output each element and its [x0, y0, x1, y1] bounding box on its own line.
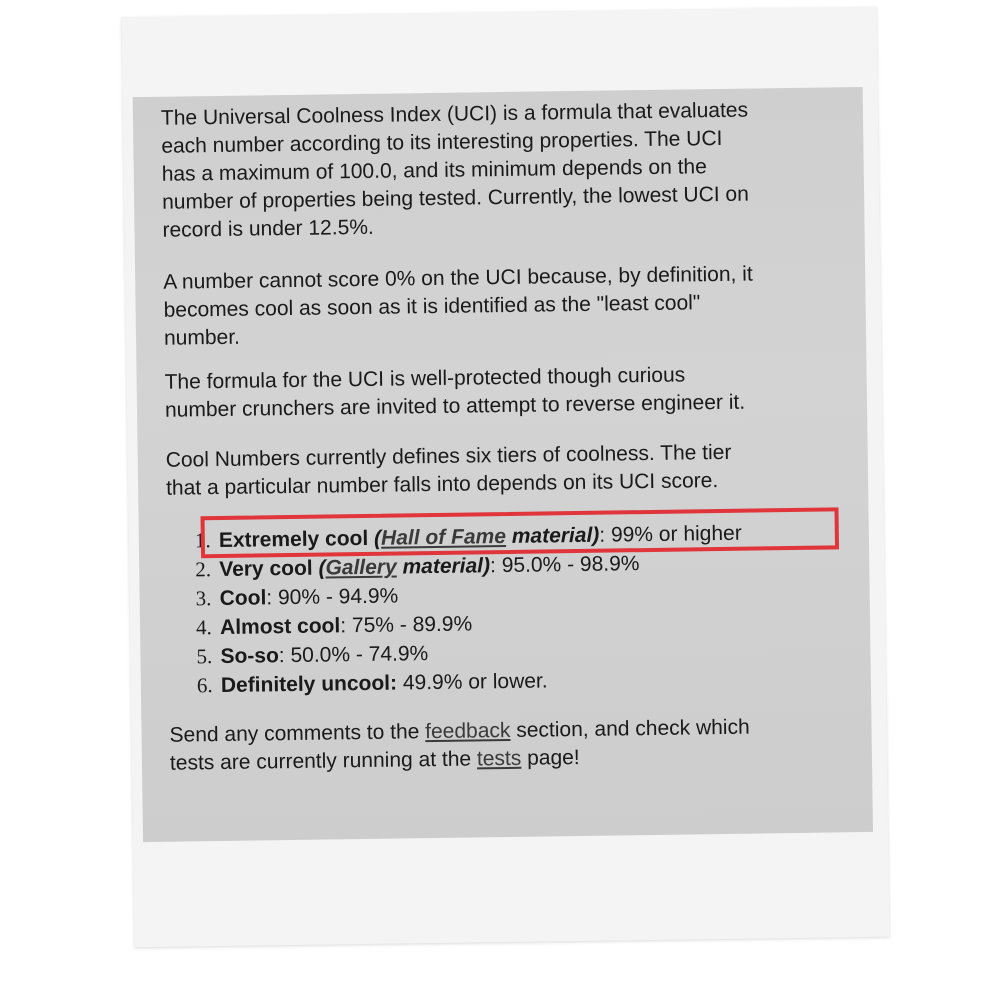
tier-name: Extremely cool [218, 526, 369, 553]
tier-name: So-so [220, 644, 279, 668]
tier-paren-open: ( [368, 526, 382, 550]
tier-number: 1. [194, 528, 211, 553]
tier-name: Almost cool [219, 614, 341, 639]
tier-name: Definitely uncool: [220, 671, 398, 697]
hall-of-fame-link[interactable]: Hall of Fame [380, 525, 507, 550]
tier-colon: : [278, 644, 285, 668]
feedback-link[interactable]: feedback [425, 718, 511, 744]
tier-number: 2. [195, 557, 212, 582]
tier-number: 3. [195, 586, 212, 611]
footer-text-end: page! [521, 745, 580, 770]
tier-item-6 [197, 664, 744, 701]
tier-range: 49.9% or lower. [396, 669, 548, 695]
footer-paragraph [169, 712, 852, 778]
gallery-link[interactable]: Gallery [325, 555, 397, 580]
tier-range: 95.0% - 98.9% [495, 552, 640, 578]
tier-material: material) [505, 523, 600, 548]
tests-link[interactable]: tests [476, 746, 522, 771]
footer-text-start: Send any comments to the [169, 720, 426, 747]
tier-colon: : [489, 554, 497, 578]
tier-list [195, 519, 744, 701]
tier-number: 6. [196, 673, 213, 698]
tier-name: Cool [219, 586, 267, 611]
tier-range: 50.0% - 74.9% [284, 642, 429, 668]
tier-range: 90% - 94.9% [272, 584, 399, 610]
uci-intro-paragraph: The Universal Coolness Index (UCI) is a formula that evaluates each number according to its interesting properties. The UCI has a maximum of 100.0, and its minimum depends on the number of properties being tested. Currently, the lowest UCI on record is under 12.5%. [160, 98, 749, 242]
tier-range: 75% - 89.9% [345, 612, 473, 638]
tier-colon: : [599, 523, 606, 547]
tier-range: 99% or higher [604, 521, 742, 547]
footer-text-middle: section, and check which tests are currently running at the [169, 715, 750, 775]
printed-content [133, 87, 873, 842]
formula-paragraph: The formula for the UCI is well-protected though curious number crunchers are invited to attempt to reverse engineer it. [164, 363, 746, 422]
zero-score-paragraph: A number cannot score 0% on the UCI because, by definition, it becomes cool as soon as it is identified as the "least cool" number. [163, 262, 753, 350]
tier-number: 4. [195, 615, 212, 640]
tier-colon: : [266, 586, 273, 610]
paper-sheet [122, 7, 890, 947]
tier-number: 5. [196, 644, 213, 669]
tier-name: Very cool [219, 556, 313, 582]
tier-paren-open: ( [312, 556, 326, 580]
tier-colon: : [340, 614, 347, 638]
tiers-intro-paragraph: Cool Numbers currently defines six tiers of coolness. The tier that a particular number falls into depends on its UCI score. [165, 440, 732, 500]
tier-material: material) [396, 554, 491, 579]
